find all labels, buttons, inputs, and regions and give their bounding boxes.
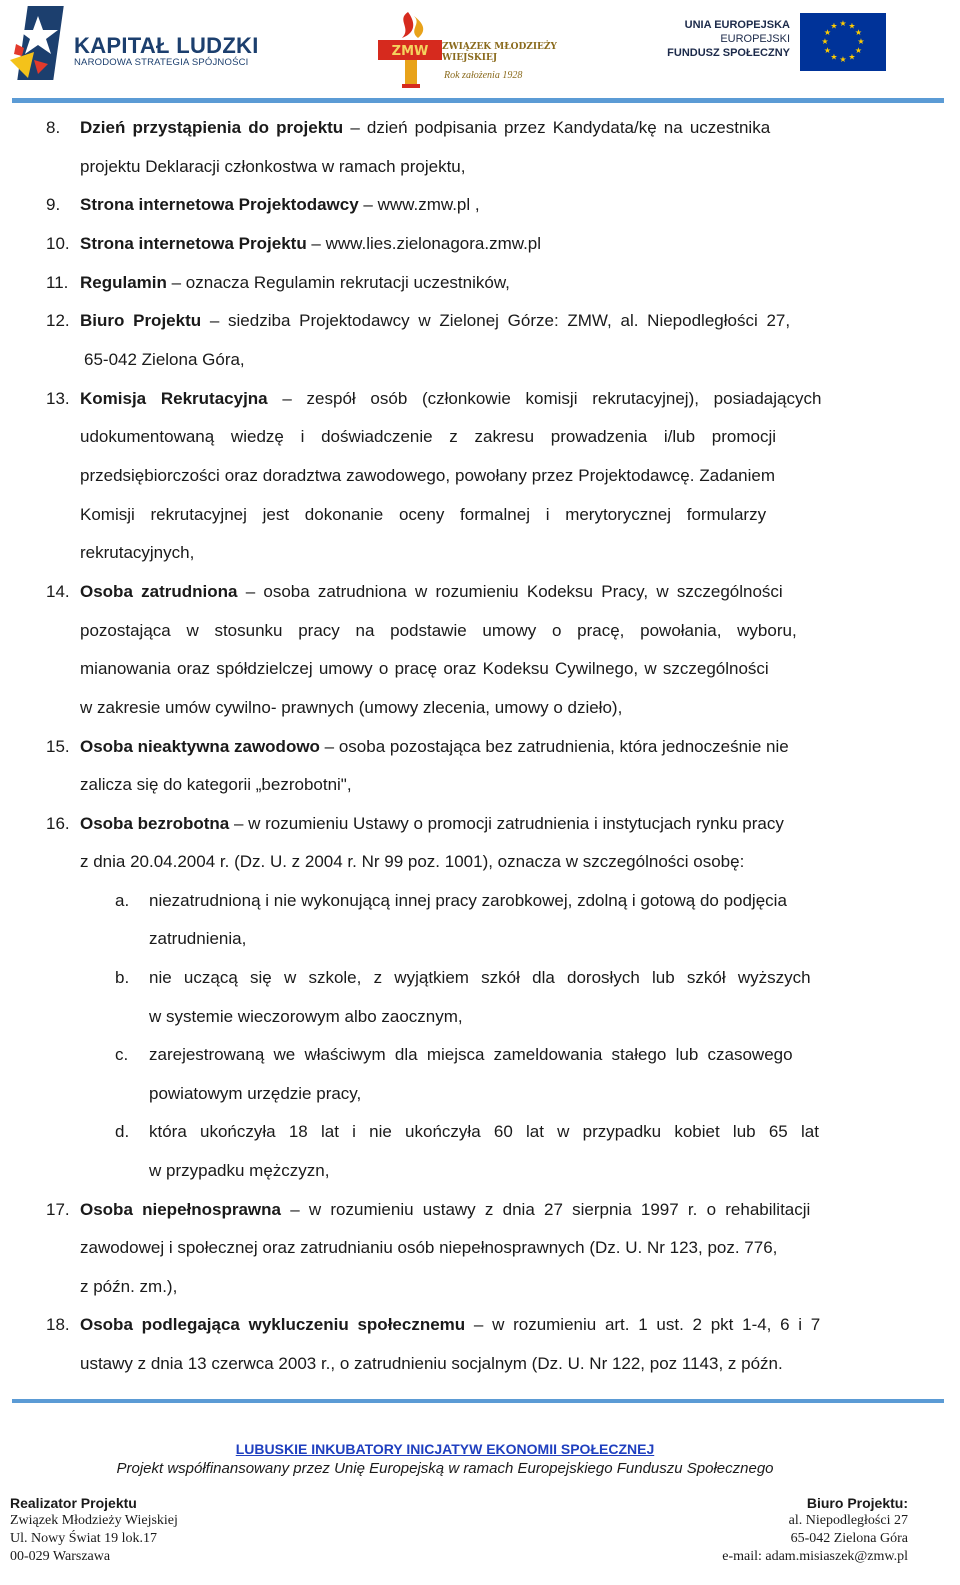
svg-text:★: ★ xyxy=(839,55,847,64)
ue-line2: EUROPEJSKI xyxy=(720,33,790,45)
item-17-line-2: zawodowej i społecznej oraz zatrudnianiu osób niepełnosprawnych (Dz. U. Nr 123, poz. 776, xyxy=(80,1238,778,1257)
item-16-number: 16. xyxy=(46,814,70,833)
kapital-ludzki-star-icon xyxy=(8,4,72,84)
item-18-text: – w rozumieniu art. 1 ust. 2 pkt 1-4, 6 i 7 xyxy=(465,1315,821,1334)
ue-text xyxy=(660,18,790,60)
item-16-line-2: z dnia 20.04.2004 r. (Dz. U. z 2004 r. Nr 99 poz. 1001), oznacza w szczególności osobę: xyxy=(80,852,745,871)
item-8-number: 8. xyxy=(46,118,61,137)
item-16b-line-1: nie uczącą się w szkole, z wyjątkiem szkół dla dorosłych lub szkół wyższych xyxy=(149,968,811,987)
ue-efs-logo xyxy=(660,10,890,75)
item-11-term: Regulamin xyxy=(80,273,167,292)
zmw-name: ZWIĄZEK MŁODZIEŻY WIEJSKIEJ xyxy=(442,42,557,63)
ue-line1: UNIA EUROPEJSKA xyxy=(684,19,790,31)
item-16d-letter: d. xyxy=(115,1122,130,1141)
zmw-logo-text: ZMW xyxy=(391,44,429,59)
item-15-line-1 xyxy=(80,736,789,758)
svg-text:★: ★ xyxy=(823,46,832,55)
item-17-line-1 xyxy=(80,1199,810,1221)
item-11-number: 11. xyxy=(46,273,69,292)
item-16-text: – w rozumieniu Ustawy o promocji zatrudnienia i instytucjach rynku pracy xyxy=(229,814,784,833)
header-divider xyxy=(12,98,944,103)
biuro-email: e-mail: adam.misiaszek@zmw.pl xyxy=(722,1549,908,1564)
item-17-line-3: z późn. zm.), xyxy=(80,1277,178,1296)
zmw-torch-icon xyxy=(378,10,444,90)
footer-cofinancing: Projekt współfinansowany przez Unię Europejską w ramach Europejskiego Funduszu Społecznego xyxy=(116,1460,774,1477)
item-14-number: 14. xyxy=(46,582,70,601)
item-11-line-1 xyxy=(80,272,510,294)
biuro-title: Biuro Projektu: xyxy=(806,1495,908,1511)
footer-project-name: LUBUSKIE INKUBATORY INICJATYW EKONOMII SPOŁECZNEJ xyxy=(235,1441,655,1457)
realizator-line-3: 00-029 Warszawa xyxy=(10,1549,111,1564)
item-18-term: Osoba podlegająca wykluczeniu społecznemu xyxy=(80,1315,466,1334)
svg-text:★: ★ xyxy=(830,21,838,31)
svg-text:★: ★ xyxy=(823,28,832,37)
item-14-line-3: mianowania oraz spółdzielczej umowy o pracę oraz Kodeksu Cywilnego, w szczególności xyxy=(80,659,769,678)
item-16b-letter: b. xyxy=(115,968,130,987)
item-13-number: 13. xyxy=(46,389,70,408)
item-16-line-1 xyxy=(80,813,784,835)
item-12-number: 12. xyxy=(46,311,70,330)
item-16-term: Osoba bezrobotna xyxy=(80,814,230,833)
svg-text:★: ★ xyxy=(854,46,863,55)
item-10-line-1 xyxy=(80,233,541,255)
footer-divider xyxy=(12,1399,944,1403)
item-15-number: 15. xyxy=(46,737,70,756)
item-8-line-2: projektu Deklaracji członkostwa w ramach projektu, xyxy=(80,157,466,176)
item-16c-letter: c. xyxy=(115,1045,129,1064)
svg-text:★: ★ xyxy=(830,52,838,62)
item-14-term: Osoba zatrudniona xyxy=(80,582,238,601)
ue-line3: FUNDUSZ SPOŁECZNY xyxy=(667,47,790,59)
item-16c-line-2: powiatowym urzędzie pracy, xyxy=(149,1084,362,1103)
page-header xyxy=(0,0,960,100)
kapital-ludzki-logo xyxy=(8,4,268,84)
item-9-text: – www.zmw.pl , xyxy=(358,195,480,214)
item-16d-line-2: w przypadku mężczyzn, xyxy=(149,1161,330,1180)
item-13-term: Komisja Rekrutacyjna xyxy=(80,389,268,408)
item-12-text: – siedziba Projektodawcy w Zielonej Górze: ZMW, al. Niepodległości 27, xyxy=(201,311,791,330)
item-17-term: Osoba niepełnosprawna xyxy=(80,1200,281,1219)
item-18-line-2: ustawy z dnia 13 czerwca 2003 r., o zatrudnieniu socjalnym (Dz. U. Nr 122, poz 1143, z późn. xyxy=(80,1354,783,1373)
item-12-line-1 xyxy=(80,310,790,332)
item-8-text: – dzień podpisania przez Kandydata/kę na uczestnika xyxy=(343,118,771,137)
svg-text:★: ★ xyxy=(857,37,865,46)
item-15-term: Osoba nieaktywna zawodowo xyxy=(80,737,320,756)
item-16d-line-1: która ukończyła 18 lat i nie ukończyła 60 lat w przypadku kobiet lub 65 lat xyxy=(149,1122,819,1141)
item-13-line-2: udokumentowaną wiedzę i doświadczenie z zakresu prowadzenia i/lub promocji xyxy=(80,427,777,446)
item-13-line-1 xyxy=(80,388,821,410)
item-10-number: 10. xyxy=(46,234,70,253)
item-16a-line-2: zatrudnienia, xyxy=(149,929,247,948)
item-16a-letter: a. xyxy=(115,891,130,910)
item-15-line-2: zalicza się do kategorii „bezrobotni", xyxy=(80,775,352,794)
svg-text:★: ★ xyxy=(848,21,856,31)
item-18-number: 18. xyxy=(46,1315,70,1334)
item-14-text: – osoba zatrudniona w rozumieniu Kodeksu Pracy, w szczególności xyxy=(237,582,783,601)
item-9-number: 9. xyxy=(46,195,61,214)
item-13-line-3: przedsiębiorczości oraz doradztwa zawodowego, powołany przez Projektodawcę. Zadaniem xyxy=(80,466,775,485)
item-16a-line-1: niezatrudnioną i nie wykonującą innej pracy zarobkowej, zdolną i gotową do podjęcia xyxy=(149,891,787,910)
item-14-line-4: w zakresie umów cywilno- prawnych (umowy zlecenia, umowy o dzieło), xyxy=(80,698,623,717)
item-13-text: – zespół osób (członkowie komisji rekrutacyjnej), posiadających xyxy=(267,389,822,408)
realizator-line-1: Związek Młodzieży Wiejskiej xyxy=(10,1513,178,1528)
item-8-term: Dzień przystąpienia do projektu xyxy=(80,118,344,137)
footer-realizator xyxy=(10,1494,330,1566)
svg-text:★: ★ xyxy=(821,37,829,46)
item-8-line-1 xyxy=(80,117,770,139)
item-10-text: – www.lies.zielonagora.zmw.pl xyxy=(306,234,542,253)
document-body xyxy=(0,108,960,1398)
item-9-line-1 xyxy=(80,194,480,216)
footer-biuro xyxy=(600,1494,908,1566)
realizator-line-2: Ul. Nowy Świat 19 lok.17 xyxy=(10,1531,157,1546)
item-14-line-1 xyxy=(80,581,783,603)
zmw-logo xyxy=(378,10,578,90)
eu-flag-icon xyxy=(800,13,886,71)
item-16b-line-2: w systemie wieczorowym albo zaocznym, xyxy=(149,1007,463,1026)
item-15-text: – osoba pozostająca bez zatrudnienia, która jednocześnie nie xyxy=(319,737,789,756)
item-14-line-2: pozostająca w stosunku pracy na podstawie umowy o pracę, powołania, wyboru, xyxy=(80,621,797,640)
item-13-line-4: Komisji rekrutacyjnej jest dokonanie oceny formalnej i merytorycznej formularzy xyxy=(80,505,767,524)
svg-text:★: ★ xyxy=(839,19,847,28)
item-10-term: Strona internetowa Projektu xyxy=(80,234,307,253)
item-11-text: – oznacza Regulamin rekrutacji uczestników, xyxy=(166,273,510,292)
item-16c-line-1: zarejestrowaną we właściwym dla miejsca zameldowania stałego lub czasowego xyxy=(149,1045,793,1064)
item-18-line-1 xyxy=(80,1314,820,1336)
item-12-term: Biuro Projektu xyxy=(80,311,202,330)
item-17-number: 17. xyxy=(46,1200,70,1219)
kapital-ludzki-title: KAPITAŁ LUDZKI xyxy=(74,33,259,58)
realizator-title: Realizator Projektu xyxy=(10,1495,137,1511)
zmw-founded: Rok założenia 1928 xyxy=(444,70,523,81)
item-13-line-5: rekrutacyjnych, xyxy=(80,543,195,562)
item-12-line-2: 65-042 Zielona Góra, xyxy=(84,350,245,369)
svg-text:★: ★ xyxy=(854,28,863,37)
item-17-text: – w rozumieniu ustawy z dnia 27 sierpnia 1997 r. o rehabilitacji xyxy=(281,1200,811,1219)
svg-text:★: ★ xyxy=(848,52,856,62)
biuro-line-2: 65-042 Zielona Góra xyxy=(790,1531,908,1546)
biuro-line-1: al. Niepodległości 27 xyxy=(788,1513,908,1528)
kapital-ludzki-subtitle: NARODOWA STRATEGIA SPÓJNOŚCI xyxy=(74,57,249,68)
item-9-term: Strona internetowa Projektodawcy xyxy=(80,195,359,214)
